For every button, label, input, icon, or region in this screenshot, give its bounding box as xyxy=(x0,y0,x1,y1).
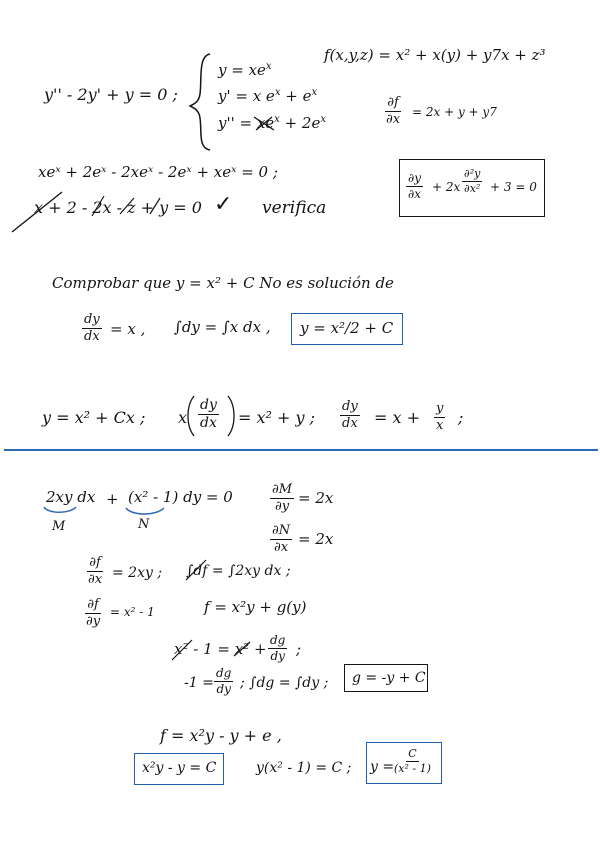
checkmark-icon: ✓ xyxy=(214,192,233,217)
integral-df: ∫df = ∫2xy dx ; xyxy=(186,563,291,579)
explicit-frac: $\frac{C}{\text{(x² - 1)}}$ xyxy=(394,747,431,775)
family-line: y = x² + Cx ; xyxy=(42,408,146,427)
f-definition: f(x,y,z) = x² + x(y) + y7x + z³ xyxy=(324,46,546,64)
label-m: M xyxy=(52,519,66,534)
dM-dy-rhs: = 2x xyxy=(298,489,334,507)
x-factor: x xyxy=(178,408,188,427)
example3-eq2: = x + xyxy=(374,408,421,427)
dy-dx-2: $\frac{dy}{dx}$ xyxy=(342,399,358,431)
verifies-label: verifica xyxy=(262,198,327,218)
dy-dx-eq: = x , xyxy=(110,320,146,338)
implicit-factored: y(x² - 1) = C ; xyxy=(256,760,352,776)
substitution-line: xeˣ + 2eˣ - 2xeˣ - 2eˣ + xeˣ = 0 ; xyxy=(38,163,278,181)
section-divider xyxy=(4,449,598,451)
dM-dy: $\frac{\partial M}{\partial y}$ xyxy=(272,482,293,514)
dy-dx-paren: $\frac{dy}{dx}$ xyxy=(200,397,217,431)
solution-1: y = x²/2 + C xyxy=(300,319,394,337)
step2: -1 = xyxy=(184,675,214,691)
step1: x² - 1 = x² + xyxy=(174,640,267,658)
df-dx-2-rhs: = 2xy ; xyxy=(112,565,163,581)
dg-dy-2: $\frac{dg}{dy}$ xyxy=(216,666,232,696)
exact-plus: + xyxy=(106,490,119,508)
dy-dx-frac: $\frac{dy}{dx}$ xyxy=(84,312,100,344)
example3-tail: ; xyxy=(458,408,464,427)
implicit-solution: x²y - y = C xyxy=(142,760,217,776)
sol-y-second: $y'' = xe^x + 2e^x$ xyxy=(218,114,326,132)
f-final: f = x²y - y + e , xyxy=(160,726,282,745)
step1-tail: ; xyxy=(296,640,302,658)
dN-dx: $\frac{\partial N}{\partial x}$ xyxy=(272,523,291,555)
dg-dy: $\frac{dg}{dy}$ xyxy=(270,633,286,663)
ode-equation: y'' - 2y' + y = 0 ; xyxy=(44,85,178,104)
exact-m-term: 2xy dx xyxy=(46,488,96,506)
df-dy-rhs: = x² - 1 xyxy=(110,605,155,619)
y-over-x: $\frac{y}{x}$ xyxy=(436,401,444,433)
dN-dx-rhs: = 2x xyxy=(298,530,334,548)
sol-y: $y = xe^x$ xyxy=(218,61,272,79)
explicit-y: y = xyxy=(370,759,395,775)
sol-y-prime: y' = x $e^x + e^x$ xyxy=(218,87,318,105)
df-dx-2: $\frac{\partial f}{\partial x}$ xyxy=(88,555,103,587)
df-dx: $\frac{\partial f}{\partial x}$ xyxy=(386,95,401,127)
df-dx-rhs: = 2x + y + y7 xyxy=(412,105,497,119)
pde-tail: + 3 = 0 xyxy=(490,180,537,194)
exact-n-term: (x² - 1) dy = 0 xyxy=(128,488,233,506)
pde-d2y-dx2: $\frac{\text{∂²y}}{\text{∂x²}}$ xyxy=(464,167,481,195)
step2-tail: ; ∫dg = ∫dy ; xyxy=(240,675,329,691)
g-solution: g = -y + C xyxy=(352,670,426,686)
pde-mid: + 2x xyxy=(432,180,461,194)
statement-line: Comprobar que y = x² + C No es solución de xyxy=(52,274,394,292)
example3-mid: = x² + y ; xyxy=(238,408,316,427)
integral-line: ∫dy = ∫x dx , xyxy=(174,318,271,336)
df-dy: $\frac{\partial f}{\partial y}$ xyxy=(86,597,101,629)
f-expression: f = x²y + g(y) xyxy=(204,598,307,616)
cancel-line: x + 2 - 2x - z + y = 0 xyxy=(34,198,202,217)
pde-dy-dx: $\frac{\partial y}{\partial x}$ xyxy=(408,171,421,201)
label-n: N xyxy=(138,517,150,532)
